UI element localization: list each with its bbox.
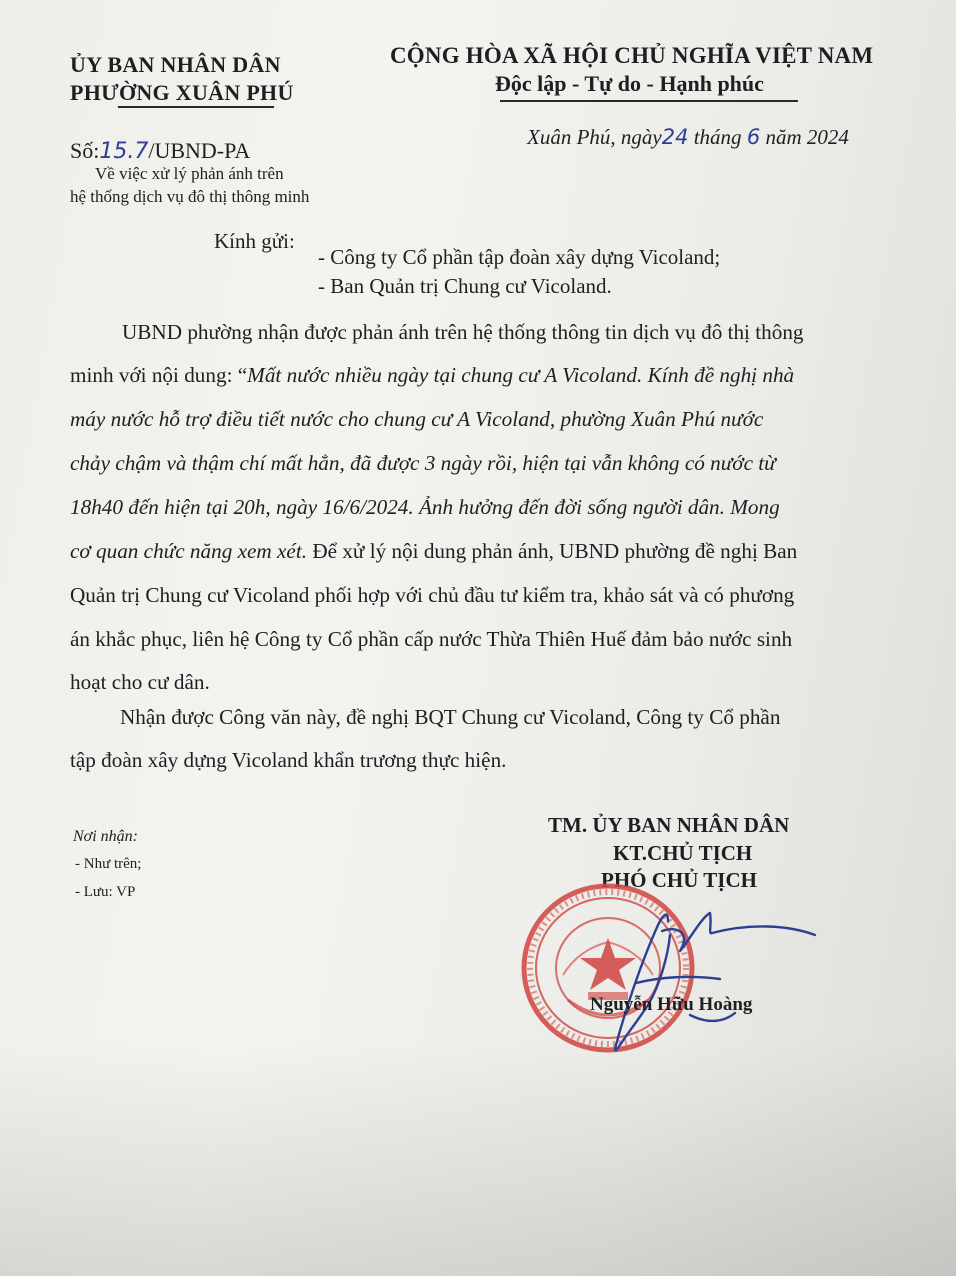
noi-nhan-item: - Như trên; bbox=[75, 856, 142, 872]
body-run: Để xử lý nội dung phản ánh, UBND phường đề nghị Ban bbox=[307, 539, 798, 563]
recipient-item: - Ban Quản trị Chung cư Vicoland. bbox=[318, 274, 612, 298]
date-day: 24 bbox=[661, 125, 689, 149]
body-line bbox=[70, 407, 763, 432]
agency-name-line1: ỦY BAN NHÂN DÂN bbox=[70, 52, 281, 77]
quoted-feedback-text: chảy chậm và thậm chí mất hẳn, đã được 3 ngày rồi, hiện tại vẫn không có nước từ bbox=[70, 451, 776, 475]
noi-nhan-item: - Lưu: VP bbox=[75, 884, 136, 900]
document-number bbox=[70, 138, 250, 164]
body-line bbox=[120, 705, 780, 730]
handwritten-signature-icon bbox=[540, 895, 820, 1065]
greeting: Kính gửi: bbox=[214, 229, 295, 253]
body-run: Quản trị Chung cư Vicoland phối hợp với chủ đầu tư kiểm tra, khảo sát và có phương bbox=[70, 583, 795, 607]
motto-underline bbox=[500, 100, 798, 102]
quoted-feedback-text: Mất nước nhiều ngày tại chung cư A Vicoland. Kính đề nghị nhà bbox=[247, 363, 795, 387]
noi-nhan-label: Nơi nhận: bbox=[73, 828, 138, 845]
body-line bbox=[70, 539, 797, 564]
signer-name: Nguyễn Hữu Hoàng bbox=[590, 994, 753, 1015]
date-place: Xuân Phú, ngày bbox=[527, 125, 662, 149]
body-line bbox=[70, 495, 780, 520]
body-run: án khắc phục, liên hệ Công ty Cổ phần cấp nước Thừa Thiên Huế đảm bảo nước sinh bbox=[70, 627, 793, 651]
date-month: 6 bbox=[746, 125, 761, 149]
signature-title-line2: KT.CHỦ TỊCH bbox=[613, 841, 753, 865]
quoted-feedback-text: máy nước hỗ trợ điều tiết nước cho chung cư A Vicoland, phường Xuân Phú nước bbox=[70, 407, 764, 431]
subject-line2: hệ thống dịch vụ đô thị thông minh bbox=[70, 187, 310, 206]
agency-underline bbox=[118, 106, 274, 108]
date-year: năm 2024 bbox=[765, 125, 849, 149]
body-run: Nhận được Công văn này, đề nghị BQT Chung cư Vicoland, Công ty Cổ phần bbox=[120, 705, 781, 729]
body-line bbox=[70, 748, 506, 773]
signature-title-line1: TM. ỦY BAN NHÂN DÂN bbox=[548, 813, 790, 837]
body-line bbox=[70, 627, 792, 652]
doc-number-handwritten: 15.7 bbox=[99, 139, 149, 164]
body-line bbox=[70, 670, 210, 695]
recipient-item: - Công ty Cổ phần tập đoàn xây dựng Vicoland; bbox=[318, 245, 721, 269]
doc-number-suffix: /UBND-PA bbox=[148, 138, 251, 163]
quoted-feedback-text: 18h40 đến hiện tại 20h, ngày 16/6/2024. Ảnh hưởng đến đời sống người dân. Mong bbox=[70, 495, 780, 519]
body-run: hoạt cho cư dân. bbox=[70, 670, 210, 694]
body-line bbox=[70, 583, 794, 608]
signature-title-line3: PHÓ CHỦ TỊCH bbox=[601, 868, 757, 892]
national-title: CỘNG HÒA XÃ HỘI CHỦ NGHĨA VIỆT NAM bbox=[390, 43, 874, 68]
body-line bbox=[122, 320, 804, 345]
body-run: UBND phường nhận được phản ánh trên hệ thống thông tin dịch vụ đô thị thông bbox=[122, 320, 804, 344]
doc-number-prefix: Số: bbox=[70, 138, 100, 163]
body-line bbox=[70, 451, 776, 476]
subject-line1: Về việc xử lý phản ánh trên bbox=[95, 164, 284, 183]
agency-name-line2: PHƯỜNG XUÂN PHÚ bbox=[70, 80, 294, 105]
document-date bbox=[527, 125, 849, 150]
body-run: tập đoàn xây dựng Vicoland khẩn trương thực hiện. bbox=[70, 748, 507, 772]
date-month-word: tháng bbox=[693, 125, 742, 149]
body-run: minh với nội dung: “ bbox=[70, 363, 248, 387]
national-motto: Độc lập - Tự do - Hạnh phúc bbox=[495, 71, 764, 96]
body-line bbox=[70, 363, 794, 388]
quoted-feedback-text: cơ quan chức năng xem xét. bbox=[70, 539, 308, 563]
